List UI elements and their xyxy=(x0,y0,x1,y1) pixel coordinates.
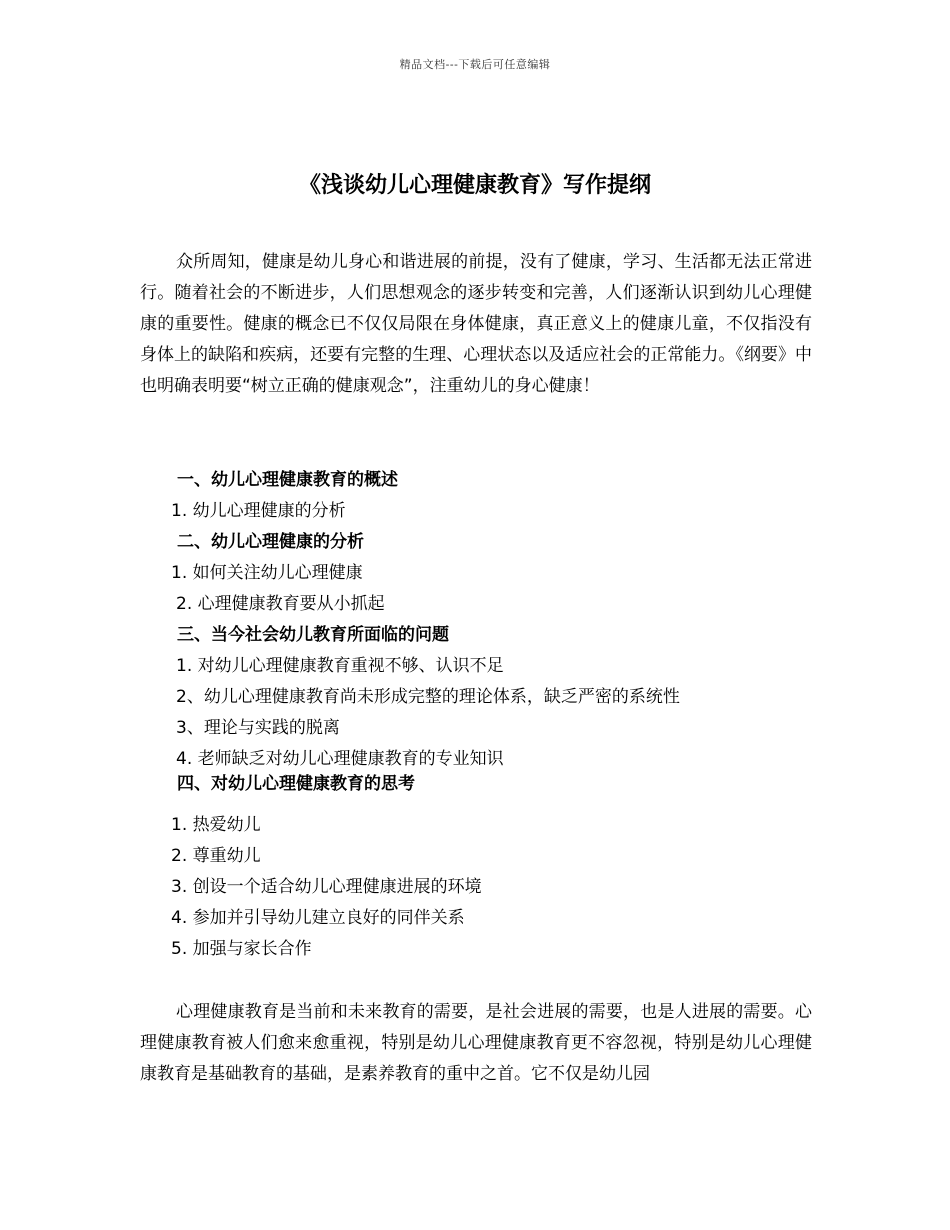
outline-item: 2. 尊重幼儿 xyxy=(171,846,261,866)
section-heading-2: 二、幼儿心理健康的分析 xyxy=(177,532,364,552)
outline-item: 1. 对幼儿心理健康教育重视不够、认识不足 xyxy=(176,656,504,676)
closing-paragraph: 心理健康教育是当前和未来教育的需要，是社会进展的需要，也是人进展的需要。心理健康教育被人们愈来愈重视，特别是幼儿心理健康教育更不容忽视，特别是幼儿心理健康教育是基础教育的基础，是素养教育的重中之首。它不仅是幼儿园 xyxy=(140,1002,812,1084)
outline-item: 1. 幼儿心理健康的分析 xyxy=(171,501,346,521)
outline-item: 4. 参加并引导幼儿建立良好的同伴关系 xyxy=(171,908,465,928)
section-heading-4: 四、对幼儿心理健康教育的思考 xyxy=(177,774,415,794)
outline-item: 3. 创设一个适合幼儿心理健康进展的环境 xyxy=(171,877,482,897)
outline-item: 1. 热爱幼儿 xyxy=(171,815,261,835)
document-title: 《浅谈幼儿心理健康教育》写作提纲 xyxy=(298,173,651,198)
section-heading-1: 一、幼儿心理健康教育的概述 xyxy=(177,470,398,490)
outline-item: 5. 加强与家长合作 xyxy=(171,939,312,959)
section-heading-3: 三、当今社会幼儿教育所面临的问题 xyxy=(177,625,449,645)
outline-item: 3、理论与实践的脱离 xyxy=(176,718,340,738)
outline-item: 2、幼儿心理健康教育尚未形成完整的理论体系，缺乏严密的系统性 xyxy=(176,687,680,707)
outline-item: 4. 老师缺乏对幼儿心理健康教育的专业知识 xyxy=(176,749,504,769)
intro-paragraph: 众所周知，健康是幼儿身心和谐进展的前提，没有了健康，学习、生活都无法正常进行。随着社会的不断进步，人们思想观念的逐步转变和完善，人们逐渐认识到幼儿心理健康的重要性。健康的概念已不仅仅局限在身体健康，真正意义上的健康儿童，不仅指没有身体上的缺陷和疾病，还要有完整的生理、心理状态以及适应社会的正常能力。《纲要》中也明确表明要“树立正确的健康观念”，注重幼儿的身心健康！ xyxy=(140,252,812,396)
outline-item: 2. 心理健康教育要从小抓起 xyxy=(176,594,385,614)
page-header-note: 精品文档---下载后可任意编辑 xyxy=(399,58,551,71)
outline-item: 1. 如何关注幼儿心理健康 xyxy=(171,563,363,583)
